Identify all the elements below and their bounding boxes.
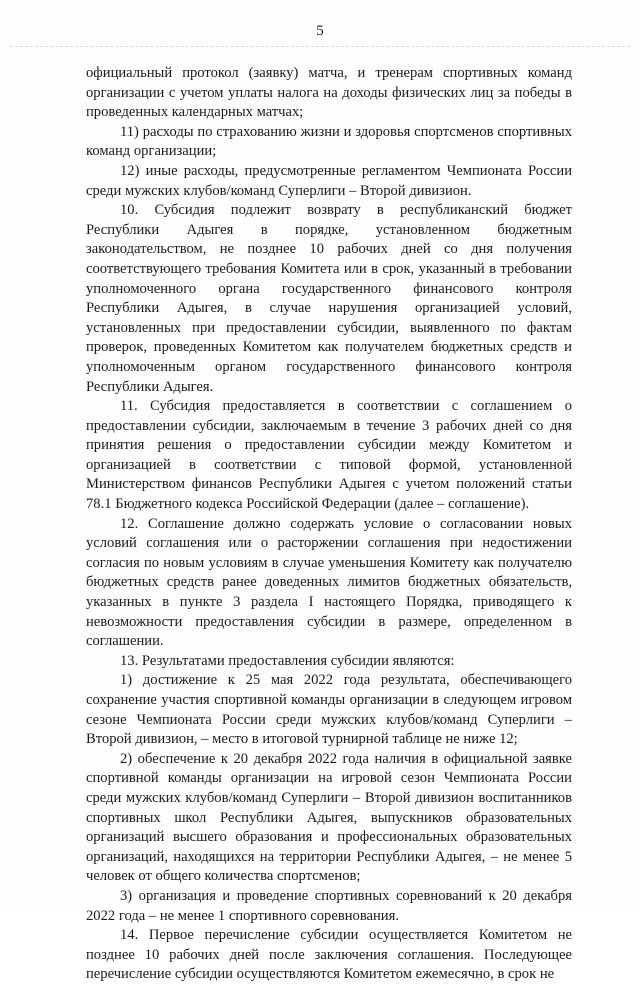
page-number: 5 [316,23,324,39]
list-item-12: 12) иные расходы, предусмотренные регламентом Чемпионата России среди мужских клубов/команд Суперлиги – Второй дивизион. [86,162,572,199]
paragraph-continuation: официальный протокол (заявку) матча, и тренерам спортивных команд организации с учетом уплаты налога на доходы физических лиц за победы в проведенных календарных матчах; [86,65,572,121]
result-item-1: 1) достижение к 25 мая 2022 года результата, обеспечивающего сохранение участия спортивной команды организации в следующем игровом сезоне Чемпионата России среди мужских клубов/команд Суперлиги – Второй дивизион, – место в итоговой турнирной таблице не ниже 12; [86,672,572,748]
clause-11: 11. Субсидия предоставляется в соответствии с соглашением о предоставлении субсидии, заключаемым в течение 3 рабочих дней со дня принятия решения о предоставлении субсидии между Комитетом и организацией в соответствии с типовой формой, установленной Министерством финансов Республики Адыгея с учетом положений статьи 78.1 Бюджетного кодекса Российской Федерации (далее – соглашение). [86,398,572,513]
document-body [86,64,572,985]
clause-12: 12. Соглашение должно содержать условие о согласовании новых условий соглашения или о расторжении соглашения при недостижении согласия по новым условиям в случае уменьшения Комитету как получателю бюджетных средств ранее доведенных лимитов бюджетных обязательств, указанных в пункте 3 раздела I настоящего Порядка, приводящего к невозможности предоставления субсидии в размере, определенном в соглашении. [86,515,572,650]
list-item-11: 11) расходы по страхованию жизни и здоровья спортсменов спортивных команд организации; [86,123,572,160]
result-item-3: 3) организация и проведение спортивных соревнований к 20 декабря 2022 года – не менее 1 спортивного соревнования. [86,887,572,924]
scan-artifact-line [10,46,630,49]
clause-14: 14. Первое перечисление субсидии осуществляется Комитетом не позднее 10 рабочих дней после заключения соглашения. Последующее перечисление субсидии осуществляются Комитетом ежемесячно, в срок не [86,927,572,983]
clause-10: 10. Субсидия подлежит возврату в республиканский бюджет Республики Адыгея в порядке, установленном бюджетным законодательством, не позднее 10 рабочих дней со дня получения соответствующего требования Комитета или в срок, указанный в требовании уполномоченного органа государственного финансового контроля Республики Адыгея, в случае нарушения организацией условий, установленных при предоставлении субсидии, выявленного по фактам проверок, проведенных Комитетом как получателем бюджетных средств и уполномоченным органом государственного финансового контроля Республики Адыгея. [86,202,572,395]
result-item-2: 2) обеспечение к 20 декабря 2022 года наличия в официальной заявке спортивной команды организации на игровой сезон Чемпионата России среди мужских клубов/команд Суперлиги – Второй дивизион воспитанников спортивных школ Республики Адыгея, выпускников образовательных организаций высшего образования и профессиональных образовательных организаций, находящихся на территории Республики Адыгея, – не менее 5 человек от общего количества спортсменов; [86,750,572,885]
clause-13: 13. Результатами предоставления субсидии являются: [120,652,455,669]
